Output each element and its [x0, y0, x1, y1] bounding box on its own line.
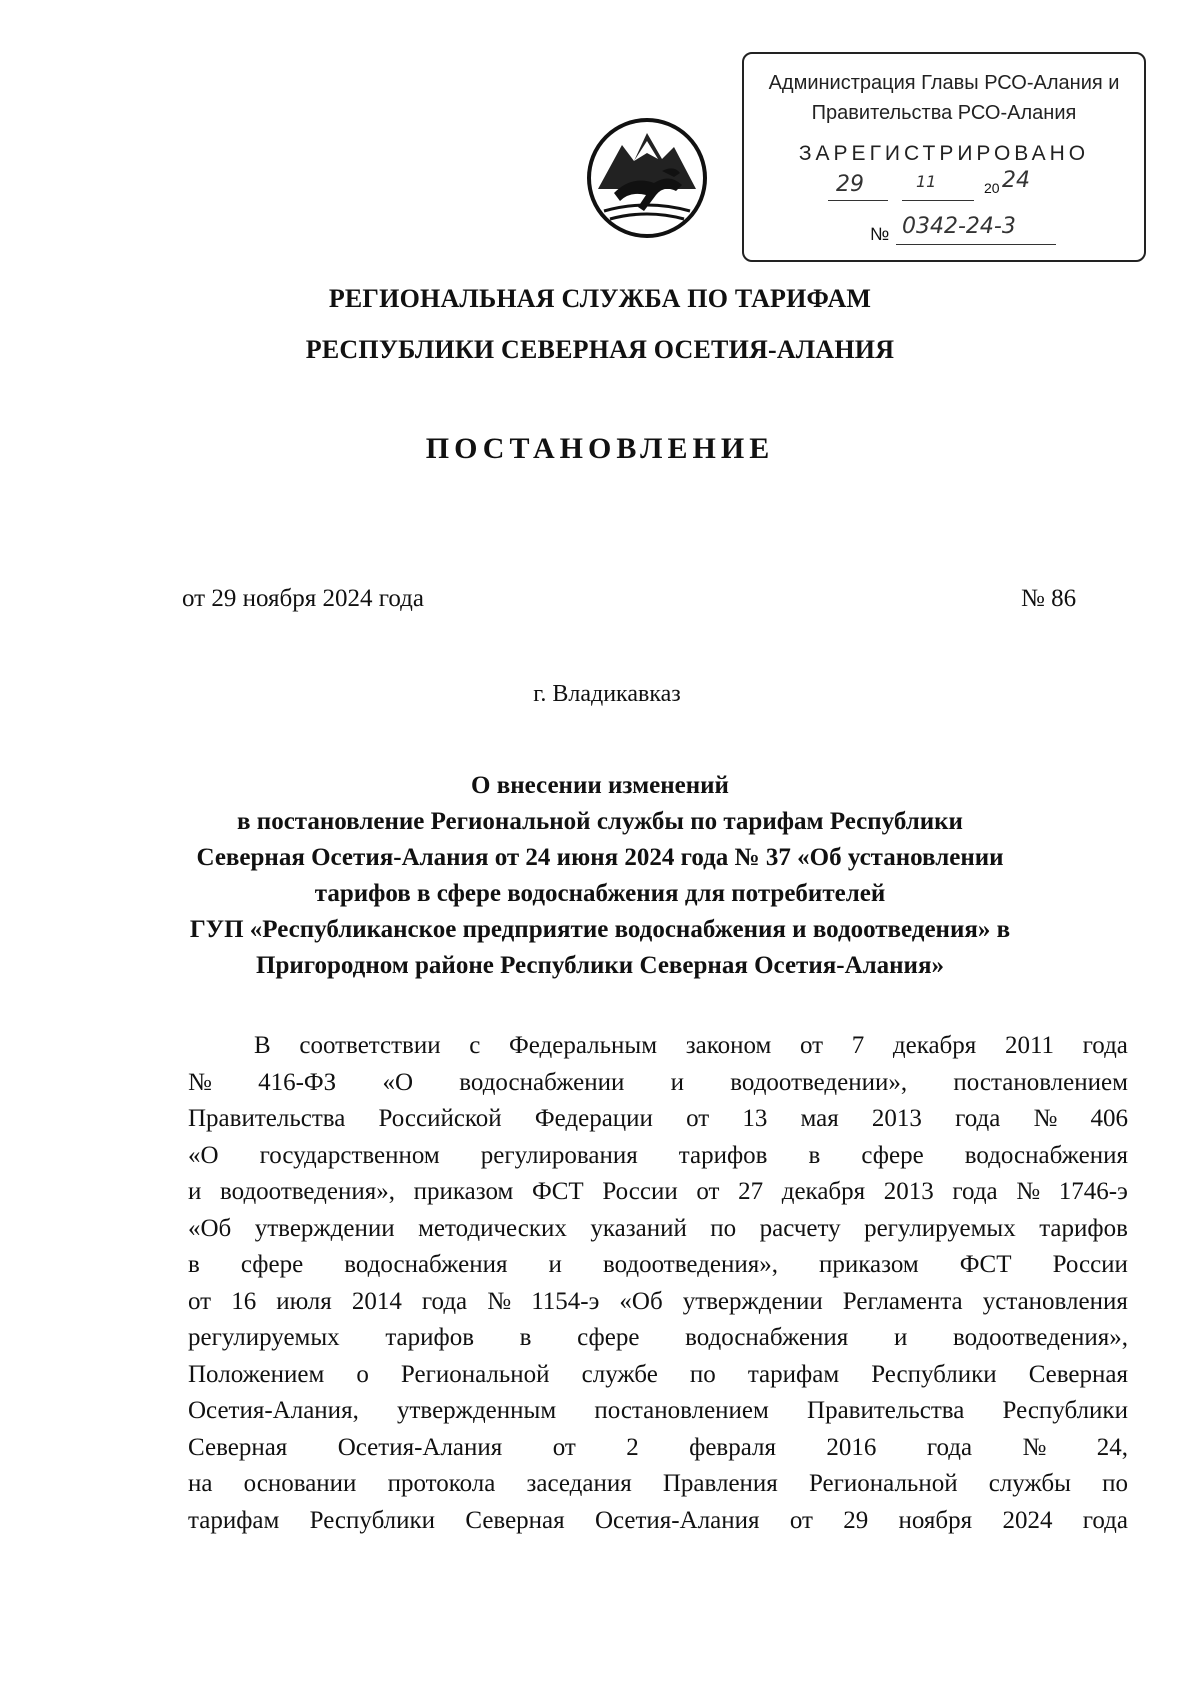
body-word: и	[893, 1324, 908, 1351]
body-word: утверждении	[254, 1214, 395, 1242]
body-word: 1154-э	[531, 1287, 600, 1315]
body-line	[188, 1211, 1128, 1248]
body-word: и	[188, 1178, 202, 1205]
body-word: Регламента	[842, 1287, 963, 1315]
body-word: заседания	[526, 1470, 632, 1497]
body-word: по	[1102, 1470, 1128, 1497]
body-word: утверждении	[682, 1287, 823, 1315]
body-word: тарифам	[747, 1360, 840, 1388]
coat-of-arms-emblem	[584, 115, 710, 241]
body-word: Республики	[309, 1506, 436, 1534]
body-word: ФСТ	[959, 1251, 1012, 1278]
document-title	[150, 768, 1050, 984]
stamp-line-2: Правительства РСО-Алания	[811, 102, 1077, 124]
body-word: 2011	[1004, 1032, 1055, 1059]
body-line	[188, 1466, 1128, 1503]
body-word: сфере	[577, 1324, 640, 1351]
body-word: сфере	[861, 1141, 924, 1169]
body-word: декабря	[781, 1178, 866, 1205]
document-city: г. Владикавказ	[533, 681, 681, 707]
body-word: и	[548, 1251, 562, 1278]
body-word: 416-ФЗ	[258, 1068, 337, 1096]
title-line: О внесении изменений	[471, 772, 729, 799]
body-word: водоотведении»,	[730, 1068, 908, 1096]
body-word: Северная	[1028, 1360, 1128, 1388]
body-word: установления	[982, 1287, 1128, 1315]
stamp-date-year: 24	[1002, 168, 1030, 193]
body-word: 1746-э	[1058, 1178, 1128, 1205]
body-word: водоотведения»,	[952, 1324, 1128, 1351]
body-word: в	[519, 1324, 532, 1351]
document-body	[188, 1028, 1128, 1539]
body-word: №	[188, 1068, 212, 1096]
body-line	[188, 1357, 1128, 1394]
body-word: от	[188, 1287, 212, 1315]
organization-line-2: РЕСПУБЛИКИ СЕВЕРНАЯ ОСЕТИЯ-АЛАНИЯ	[305, 335, 895, 364]
body-word: 2	[626, 1433, 639, 1461]
stamp-line-1: Администрация Главы РСО-Алания и	[768, 72, 1120, 94]
body-line	[188, 1503, 1128, 1540]
body-word: Осетия-Алания	[594, 1506, 760, 1534]
stamp-date-day: 29	[836, 172, 864, 197]
body-word: водоснабжении	[459, 1068, 625, 1096]
body-word: февраля	[689, 1433, 777, 1461]
body-word: 2014	[351, 1287, 402, 1315]
body-word: водоснабжения	[685, 1324, 849, 1351]
body-word: регулируемых	[188, 1324, 340, 1351]
body-word: соответствии	[299, 1032, 441, 1059]
body-word: регулирования	[480, 1141, 638, 1169]
body-word: по	[710, 1214, 737, 1242]
body-word: приказом	[413, 1178, 514, 1205]
body-word: №	[487, 1287, 512, 1315]
body-word: от	[686, 1105, 710, 1132]
body-word: указаний	[590, 1214, 687, 1242]
body-word: постановлением	[594, 1397, 769, 1424]
body-word: 24,	[1096, 1433, 1128, 1461]
body-word: 406	[1090, 1105, 1128, 1132]
body-line	[188, 1247, 1128, 1284]
body-word: водоотведения»,	[602, 1251, 778, 1278]
body-word: №	[1033, 1105, 1058, 1132]
body-word: водоотведения»,	[220, 1178, 396, 1205]
body-word: 13	[742, 1105, 768, 1132]
body-word: в	[188, 1251, 200, 1278]
body-word: «О	[382, 1068, 414, 1096]
body-word: «Об	[619, 1287, 663, 1315]
body-line	[188, 1028, 1128, 1065]
body-word: года	[1082, 1032, 1128, 1059]
stamp-number: 0342-24-3	[902, 214, 1016, 239]
body-word: 2013	[871, 1105, 922, 1132]
body-word: №	[1016, 1178, 1041, 1205]
body-word: Положением	[188, 1360, 325, 1388]
body-word: Северная	[465, 1506, 565, 1534]
document-type: ПОСТАНОВЛЕНИЕ	[425, 432, 775, 465]
body-line	[188, 1393, 1128, 1430]
body-word: Северная	[188, 1433, 288, 1461]
body-word: основании	[243, 1470, 357, 1497]
body-word: сфере	[240, 1251, 304, 1278]
body-word: Федеральным	[509, 1032, 658, 1059]
body-word: «О	[188, 1141, 219, 1169]
body-word: расчету	[759, 1214, 841, 1242]
body-word: методических	[418, 1214, 567, 1242]
body-word: от	[789, 1506, 813, 1534]
body-word: законом	[685, 1032, 772, 1059]
body-word: приказом	[819, 1251, 919, 1278]
stamp-number-label: №	[870, 224, 890, 244]
body-word: от	[799, 1032, 824, 1059]
body-line	[188, 1174, 1128, 1211]
body-word: 2013	[883, 1178, 934, 1205]
body-word: тарифов	[385, 1324, 475, 1351]
stamp-date-year-prefix: 20	[984, 180, 1000, 196]
body-word: года	[1082, 1506, 1128, 1534]
registration-stamp	[742, 52, 1146, 262]
body-word: ФСТ	[532, 1178, 584, 1205]
body-line	[188, 1065, 1128, 1102]
body-word: года	[926, 1433, 973, 1461]
body-word: тарифов	[678, 1141, 768, 1169]
body-line	[188, 1138, 1128, 1175]
body-word: Правительства	[807, 1397, 965, 1424]
body-word: 29	[843, 1506, 869, 1534]
body-word: 2024	[1002, 1506, 1053, 1534]
body-word: Правительства	[188, 1105, 346, 1132]
body-word: протокола	[387, 1470, 496, 1497]
document-number: № 86	[1021, 585, 1077, 612]
title-line: Пригородном районе Республики Северная Осетия-Алания»	[256, 952, 944, 979]
body-word: России	[1052, 1251, 1128, 1278]
body-word: В	[254, 1032, 271, 1059]
body-word: службе	[581, 1360, 658, 1388]
body-word: от	[696, 1178, 720, 1205]
body-word: Региональной	[400, 1360, 550, 1388]
body-word: службы	[988, 1470, 1071, 1497]
body-word: регулируемых	[864, 1214, 1016, 1242]
body-word: мая	[800, 1105, 839, 1132]
body-word: Осетия-Алания	[337, 1433, 503, 1461]
body-word: 27	[738, 1178, 764, 1205]
body-word: утвержденным	[397, 1397, 557, 1424]
document-date: от 29 ноября 2024 года	[182, 585, 424, 612]
body-word: Республики	[871, 1360, 997, 1388]
body-word: Региональной	[808, 1470, 958, 1497]
body-word: ноября	[898, 1506, 973, 1534]
body-word: и	[670, 1068, 685, 1096]
body-word: государственном	[259, 1141, 440, 1169]
body-word: тарифам	[188, 1506, 280, 1534]
body-word: года	[952, 1178, 998, 1205]
body-line	[188, 1284, 1128, 1321]
body-line	[188, 1320, 1128, 1357]
body-word: тарифов	[1039, 1214, 1128, 1242]
title-line: тарифов в сфере водоснабжения для потребителей	[314, 880, 886, 907]
body-word: 7	[851, 1032, 865, 1059]
body-word: на	[188, 1470, 213, 1497]
body-word: 2016	[826, 1433, 877, 1461]
body-word: постановлением	[953, 1068, 1128, 1096]
body-word: июля	[276, 1287, 332, 1315]
body-word: по	[689, 1360, 716, 1388]
body-word: в	[808, 1141, 821, 1169]
body-word: Республики	[1002, 1397, 1128, 1424]
title-line: ГУП «Республиканское предприятие водоснабжения и водоотведения» в	[189, 916, 1011, 943]
body-word: Федерации	[534, 1105, 653, 1132]
title-line: Северная Осетия-Алания от 24 июня 2024 года № 37 «Об установлении	[196, 844, 1004, 871]
body-word: «Об	[188, 1214, 232, 1242]
body-word: водоснабжения	[964, 1141, 1128, 1169]
body-word: России	[602, 1178, 678, 1205]
body-word: года	[955, 1105, 1001, 1132]
body-word: о	[356, 1360, 369, 1388]
body-word: с	[469, 1032, 481, 1059]
body-word: 16	[231, 1287, 257, 1315]
stamp-registered-label: ЗАРЕГИСТРИРОВАНО	[798, 142, 1090, 165]
stamp-date-month: 11	[916, 172, 937, 191]
body-word: Российской	[378, 1105, 502, 1132]
body-word: №	[1022, 1433, 1047, 1461]
body-line	[188, 1430, 1128, 1467]
organization-line-1: РЕГИОНАЛЬНАЯ СЛУЖБА ПО ТАРИФАМ	[328, 284, 872, 313]
body-word: Правления	[662, 1470, 778, 1497]
body-word: года	[421, 1287, 468, 1315]
body-word: Осетия-Алания,	[188, 1397, 359, 1424]
body-word: водоснабжения	[344, 1251, 508, 1278]
body-word: декабря	[892, 1032, 977, 1059]
title-line: в постановление Региональной службы по тарифам Республики	[237, 808, 963, 835]
body-line	[188, 1101, 1128, 1138]
body-word: от	[552, 1433, 576, 1461]
